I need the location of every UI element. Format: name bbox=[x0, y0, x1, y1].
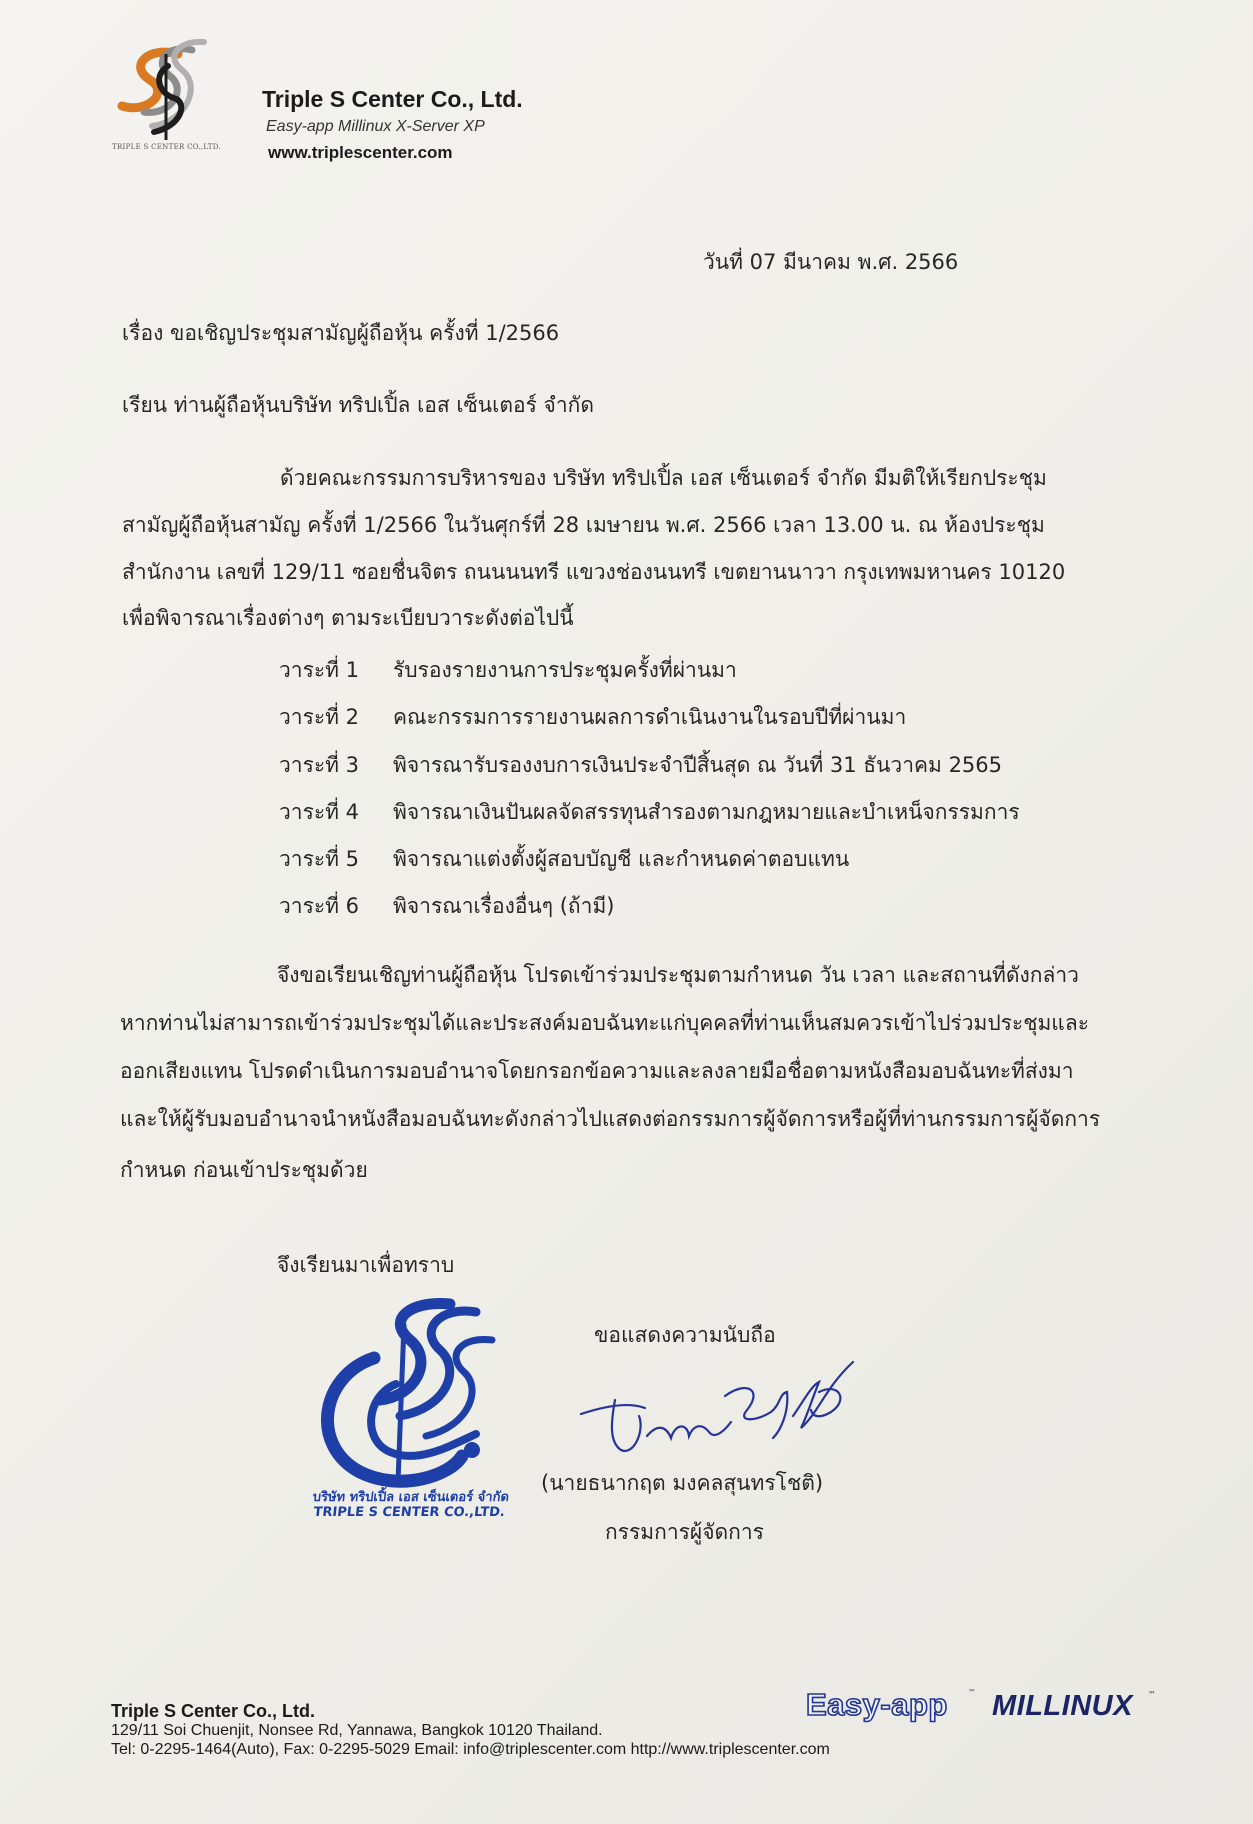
intro-line: ด้วยคณะกรรมการบริหารของ บริษัท ทริปเปิ้ล เอส เซ็นเตอร์ จำกัด มีมติให้เรียกประชุม bbox=[280, 466, 1047, 490]
triple-s-logo-icon bbox=[108, 36, 238, 154]
footer-company-name: Triple S Center Co., Ltd. bbox=[111, 1701, 316, 1721]
regards: ขอแสดงความนับถือ bbox=[594, 1323, 776, 1347]
agenda-number: วาระที่ 6 bbox=[279, 894, 360, 918]
closing-line: ออกเสียงแทน โปรดดำเนินการมอบอำนาจโดยกรอกข้อความและลงลายมือชื่อตามหนังสือมอบฉันทะที่ส่งมา bbox=[120, 1059, 1074, 1083]
brand-millinux: MILLINUX bbox=[992, 1690, 1133, 1722]
closing-line: จึงขอเรียนเชิญท่านผู้ถือหุ้น โปรดเข้าร่วมประชุมตามกำหนด วัน เวลา และสถานที่ดังกล่าว bbox=[277, 963, 1079, 987]
footer-contact: Tel: 0-2295-1464(Auto), Fax: 0-2295-5029 Email: info@triplescenter.com http://www.triplescenter.com bbox=[111, 1741, 830, 1758]
brand-trademark: ™ bbox=[1148, 1690, 1156, 1699]
letter-salutation: เรียน ท่านผู้ถือหุ้นบริษัท ทริปเปิ้ล เอส เซ็นเตอร์ จำกัด bbox=[122, 393, 594, 417]
agenda-text: พิจารณาเรื่องอื่นๆ (ถ้ามี) bbox=[393, 894, 615, 918]
closing-line: กำหนด ก่อนเข้าประชุมด้วย bbox=[120, 1158, 368, 1182]
letter-subject: เรื่อง ขอเชิญประชุมสามัญผู้ถือหุ้น ครั้งที่ 1/2566 bbox=[122, 321, 560, 345]
agenda-number: วาระที่ 4 bbox=[279, 800, 360, 824]
agenda-text: พิจารณาแต่งตั้งผู้สอบบัญชี และกำหนดค่าตอบแทน bbox=[393, 847, 850, 871]
agenda-text: คณะกรรมการรายงานผลการดำเนินงานในรอบปีที่ผ่านมา bbox=[393, 705, 907, 729]
sign-off: จึงเรียนมาเพื่อทราบ bbox=[277, 1253, 455, 1277]
signer-title: กรรมการผู้จัดการ bbox=[605, 1520, 764, 1544]
seal-text bbox=[298, 1490, 521, 1520]
brand-trademark: ™ bbox=[968, 1688, 976, 1697]
signature-icon bbox=[575, 1352, 860, 1462]
product-line: Easy-app Millinux X-Server XP bbox=[266, 118, 485, 135]
intro-line: สำนักงาน เลขที่ 129/11 ซอยชื่นจิตร ถนนนนทรี แขวงช่องนนทรี เขตยานนาวา กรุงเทพมหานคร 10120 bbox=[122, 560, 1066, 584]
logo-caption: TRIPLE S CENTER CO.,LTD. bbox=[112, 143, 221, 151]
agenda-number: วาระที่ 5 bbox=[279, 847, 360, 871]
intro-line: เพื่อพิจารณาเรื่องต่างๆ ตามระเบียบวาระดังต่อไปนี้ bbox=[122, 606, 574, 630]
company-seal-icon bbox=[300, 1296, 520, 1516]
seal-thai-text: บริษัท ทริปเปิ้ล เอส เซ็นเตอร์ จำกัด bbox=[311, 1490, 510, 1505]
agenda-number: วาระที่ 3 bbox=[279, 753, 360, 777]
brand-easy-app: Easy-app bbox=[806, 1687, 948, 1722]
agenda-number: วาระที่ 1 bbox=[279, 658, 360, 682]
closing-line: หากท่านไม่สามารถเข้าร่วมประชุมได้และประสงค์มอบฉันทะแก่บุคคลที่ท่านเห็นสมควรเข้าไปร่วมประชุมและ bbox=[120, 1011, 1089, 1035]
seal-english-text: TRIPLE S CENTER CO.,LTD. bbox=[312, 1505, 506, 1520]
agenda-text: รับรองรายงานการประชุมครั้งที่ผ่านมา bbox=[393, 658, 737, 682]
footer-address: 129/11 Soi Chuenjit, Nonsee Rd, Yannawa, Bangkok 10120 Thailand. bbox=[111, 1722, 603, 1739]
letter-date: วันที่ 07 มีนาคม พ.ศ. 2566 bbox=[703, 250, 959, 274]
agenda-text: พิจารณารับรองงบการเงินประจำปีสิ้นสุด ณ วันที่ 31 ธันวาคม 2565 bbox=[393, 753, 1003, 777]
agenda-text: พิจารณาเงินปันผลจัดสรรทุนสำรองตามกฎหมายและบำเหน็จกรรมการ bbox=[393, 800, 1020, 824]
intro-line: สามัญผู้ถือหุ้นสามัญ ครั้งที่ 1/2566 ในวันศุกร์ที่ 28 เมษายน พ.ศ. 2566 เวลา 13.00 น. ณ ห้องประชุม bbox=[122, 513, 1045, 537]
company-website: www.triplescenter.com bbox=[268, 143, 453, 162]
agenda-number: วาระที่ 2 bbox=[279, 705, 360, 729]
company-name: Triple S Center Co., Ltd. bbox=[262, 86, 523, 112]
signer-name: (นายธนากฤต มงคลสุนทรโชติ) bbox=[541, 1471, 824, 1495]
closing-line: และให้ผู้รับมอบอำนาจนำหนังสือมอบฉันทะดังกล่าวไปแสดงต่อกรรมการผู้จัดการหรือผู้ที่ท่านกรรมการผู้จัดการ bbox=[120, 1107, 1101, 1131]
